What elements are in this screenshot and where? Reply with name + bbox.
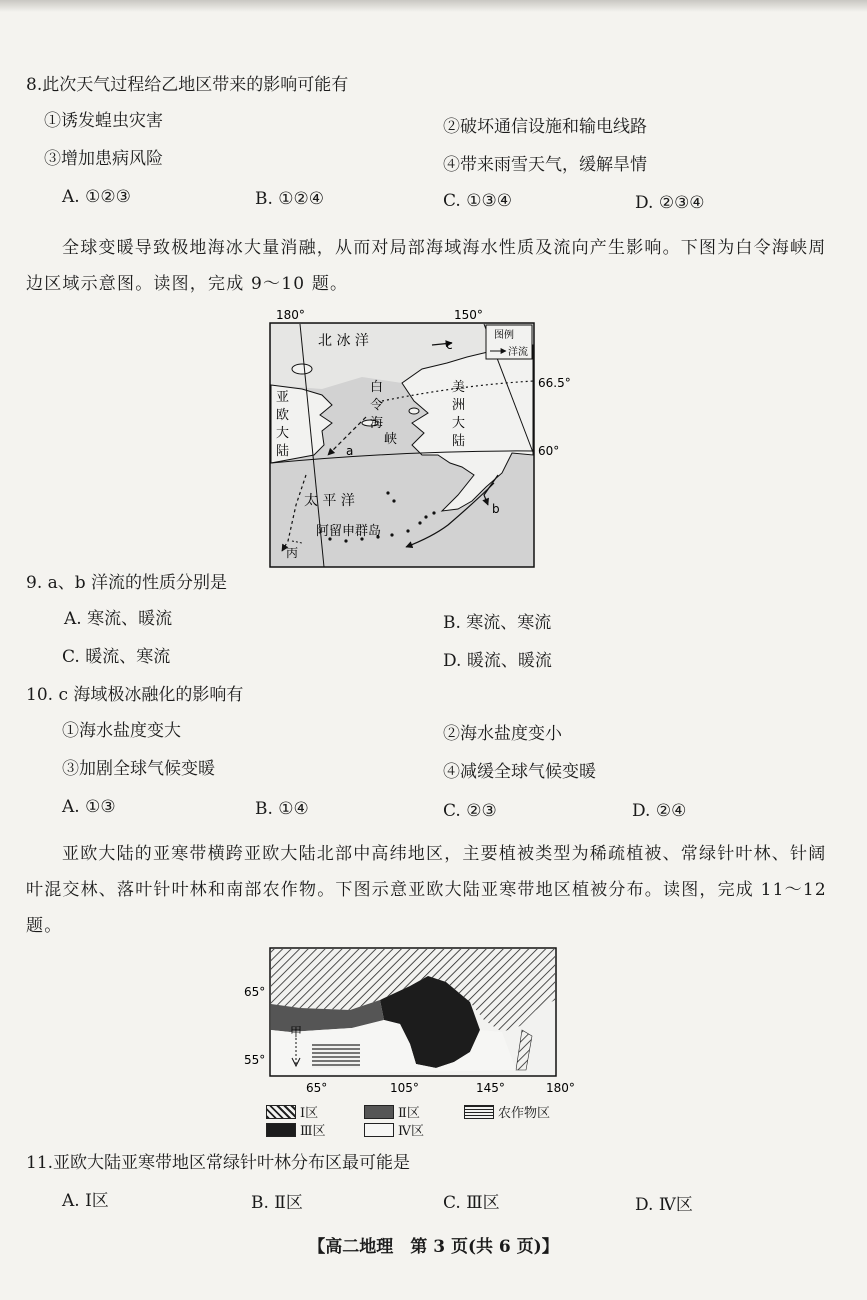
q9-stem: 9. a、b 洋流的性质分别是 (26, 573, 228, 593)
q9-option-a: A. 寒流、暖流 (64, 609, 173, 629)
q10-item-3: ③加剧全球气候变暖 (62, 759, 215, 779)
map1-strait-2: 令 (370, 398, 384, 413)
q9-option-d: D. 暖流、暖流 (443, 651, 552, 671)
page-top-shadow (0, 0, 867, 12)
q8-option-d: D. ②③④ (635, 193, 705, 213)
q9-option-b: B. 寒流、寒流 (443, 613, 552, 633)
intro-paragraph-1: 全球变暖导致极地海冰大量消融，从而对局部海域海水性质及流向产生影响。下图为白令海峡周边区域示意图。读图，完成 9～10 题。 (26, 238, 827, 294)
map1-island (409, 408, 419, 414)
map2-lon-180: 180° (546, 1081, 575, 1095)
map1-legend-title: 图例 (494, 330, 514, 341)
q10-option-b: B. ①④ (255, 799, 309, 819)
map2-lon-145: 145° (476, 1081, 505, 1095)
map1-america-1: 美 (452, 380, 466, 395)
map2-crop-zone (312, 1044, 360, 1068)
q10-option-a: A. ①③ (62, 797, 116, 817)
q10-stem: 10. c 海域极冰融化的影响有 (26, 685, 244, 705)
map1-legend-current: 洋流 (508, 347, 528, 358)
map1-pacific-label: 太 平 洋 (304, 493, 355, 509)
q10-option-c: C. ②③ (443, 801, 497, 821)
map1-lat-66: 66.5° (538, 376, 571, 390)
q9-option-c: C. 暖流、寒流 (62, 647, 171, 667)
map2-lon-105: 105° (390, 1081, 419, 1095)
q11-option-a: A. Ⅰ区 (62, 1191, 109, 1211)
map2-lat-65: 65° (244, 985, 266, 999)
q11-option-b: B. Ⅱ区 (251, 1193, 303, 1213)
q8-stem: 8.此次天气过程给乙地区带来的影响可能有 (26, 75, 349, 95)
map1-label-a: a (346, 444, 354, 458)
q8-item-4: ④带来雨雪天气，缓解旱情 (443, 155, 647, 175)
q11-stem: 11.亚欧大陆亚寒带地区常绿针叶林分布区最可能是 (26, 1153, 411, 1173)
map1-lat-60: 60° (538, 444, 560, 458)
map1-aleutian-label: 阿留申群岛 (316, 524, 382, 539)
map2-legend-zone-4: Ⅳ区 (364, 1120, 424, 1139)
map2-legend-zone-3: Ⅲ区 (266, 1120, 326, 1139)
q8-option-a: A. ①②③ (62, 187, 131, 207)
q10-item-1: ①海水盐度变大 (62, 721, 181, 741)
map2-legend-zone-1: Ⅰ区 (266, 1102, 318, 1121)
map1-eurasia-4: 陆 (276, 444, 290, 459)
q8-item-1: ①诱发蝗虫灾害 (44, 111, 163, 131)
map1-lon-180: 180° (276, 308, 305, 322)
q8-item-3: ③增加患病风险 (44, 149, 163, 169)
map1-island (292, 364, 312, 374)
bering-strait-map (262, 305, 582, 577)
map2-label-jia: 甲 (290, 1025, 303, 1039)
q10-item-4: ④减缓全球气候变暖 (443, 762, 596, 782)
map1-strait-4: 峡 (384, 432, 398, 447)
map1-america-3: 大 (452, 416, 466, 431)
map1-strait-3: 海 (370, 416, 384, 431)
map1-lon-150: 150° (454, 308, 483, 322)
map1-label-bing: 丙 (286, 546, 299, 560)
q8-option-c: C. ①③④ (443, 191, 512, 211)
q10-option-d: D. ②④ (632, 801, 687, 821)
page-footer: 【高二地理 第 3 页(共 6 页)】 (308, 1237, 559, 1257)
map2-legend-crop: 农作物区 (464, 1102, 550, 1121)
map1-arctic-ocean-label: 北 冰 洋 (318, 333, 369, 349)
q8-item-2: ②破坏通信设施和输电线路 (443, 117, 647, 137)
map1-eurasia-1: 亚 (276, 390, 290, 405)
map1-eurasia-2: 欧 (276, 408, 290, 423)
map1-label-c: c (446, 338, 453, 352)
intro-paragraph-2: 亚欧大陆的亚寒带横跨亚欧大陆北部中高纬地区，主要植被类型为稀疏植被、常绿针叶林、针阔叶混交林、落叶针叶林和南部农作物。下图示意亚欧大陆亚寒带地区植被分布。读图，完成 11～12 题。 (26, 844, 827, 936)
map1-america-4: 陆 (452, 434, 466, 449)
map2-lat-55: 55° (244, 1053, 266, 1067)
q11-option-c: C. Ⅲ区 (443, 1193, 500, 1213)
map1-eurasia-3: 大 (276, 426, 290, 441)
map2-legend-zone-2: Ⅱ区 (364, 1102, 420, 1121)
map1-strait-1: 白 (370, 380, 384, 395)
q10-item-2: ②海水盐度变小 (443, 724, 562, 744)
q11-option-d: D. Ⅳ区 (635, 1195, 693, 1215)
eurasia-vegetation-map (240, 940, 580, 1100)
q8-option-b: B. ①②④ (255, 189, 325, 209)
map1-america-2: 洲 (452, 398, 466, 413)
map1-label-b: b (492, 502, 500, 516)
map2-lon-65: 65° (306, 1081, 328, 1095)
